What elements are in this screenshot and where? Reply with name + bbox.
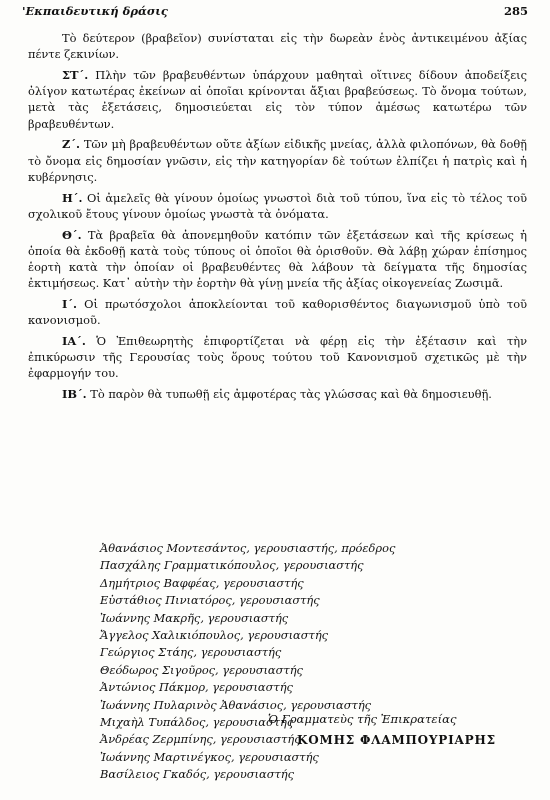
- signer-line: Βασίλειος Γκαδός, γερουσιαστής: [100, 767, 294, 782]
- signer-line: Ἄγγελος Χαλικιόπουλος, γερουσιαστής: [100, 628, 329, 643]
- article-paragraph: [28, 386, 527, 402]
- signer-line: Ἰωάννης Μακρῆς, γερουσιαστής: [100, 610, 289, 625]
- article-number: Ι΄.: [62, 297, 77, 312]
- regulation-articles: [28, 30, 527, 407]
- signer-line: Δημήτριος Βαφφέας, γερουσιαστής: [100, 575, 304, 590]
- article-number: Η΄.: [62, 190, 83, 205]
- article-paragraph: [28, 136, 527, 185]
- article-number: ΙΑ΄.: [62, 334, 86, 349]
- article-paragraph: [28, 67, 527, 132]
- article-text: Τῶν μὴ βραβευθέντων οὔτε ἀξίων εἰδικῆς μνείας, ἀλλὰ φιλοπόνων, θὰ δοθῇ τὸ ὄνομα εἰς δημοσίαν γνῶσιν, εἰς τὴν κατηγορίαν δὲ τούτων ἐλπίζει ἡ πατρὶς καὶ ἡ κυβέρνησις.: [28, 137, 528, 184]
- article-text: Πλὴν τῶν βραβευθέντων ὑπάρχουν μαθηταὶ οἵτινες δίδουν ἀποδείξεις ὀλίγον κατωτέρας ἐκείνων αἱ ὁποῖαι κρίνονται ἄξιαι βραβεύσεως. Τὸ ὄνομα τούτων, μετὰ τὰς ἐξετάσεις, δημοσιεύεται εἰς τὸν τύπον ἀμέσως κατωτέρω τῶν βραβευθέντων.: [28, 68, 527, 131]
- signer-line: Μιχαὴλ Τυπάλδος, γερουσιαστής: [100, 715, 294, 730]
- article-number: Θ΄.: [62, 227, 82, 242]
- article-paragraph: [28, 227, 527, 292]
- signer-line: Πασχάλης Γραμματικόπουλος, γερουσιαστής: [100, 558, 364, 573]
- article-number: ΣΤ΄.: [62, 68, 89, 82]
- signer-line: Ἀθανάσιος Μοντεσάντος, γερουσιαστής, πρόεδρος: [100, 541, 396, 555]
- running-title: 'Εκπαιδευτική δράσις: [22, 4, 168, 18]
- running-head: [22, 4, 528, 20]
- page-number: 285: [503, 4, 528, 18]
- article-text: Οἱ πρωτόσχολοι ἀποκλείονται τοῦ καθορισθέντος διαγωνισμοῦ ὑπὸ τοῦ κανονισμοῦ.: [28, 297, 527, 328]
- article-text: Οἱ ἀμελεῖς θὰ γίνουν ὁμοίως γνωστοὶ διὰ τοῦ τύπου, ἵνα εἰς τὸ τέλος τοῦ σχολικοῦ ἔτους γίνουν ὁμοίως γνωστὰ τὰ ὀνόματα.: [28, 190, 527, 221]
- signer-line: Ἰωάννης Πυλαρινὸς Ἀθανάσιος, γερουσιαστής: [100, 697, 372, 712]
- signer-line: Ἀνδρέας Ζερμπίνης, γερουσιαστής: [100, 732, 301, 747]
- article-number: Ζ΄.: [62, 137, 80, 152]
- signer-line: Θεόδωρος Σιγοῦρος, γερουσιαστής: [100, 662, 303, 677]
- signer-line: Ἀντώνιος Πάκμορ, γερουσιαστής: [100, 680, 293, 695]
- article-paragraph: [28, 190, 527, 222]
- article-text: Τὸ δεύτερον (βραβεῖον) συνίσταται εἰς τὴν δωρεὰν ἑνὸς ἀντικειμένου ἀξίας πέντε ζεκινίων.: [28, 31, 527, 62]
- signer-line: Γεώργιος Στάης, γερουσιαστής: [100, 645, 282, 660]
- article-paragraph: [28, 30, 527, 62]
- article-text: Τὰ βραβεῖα θὰ ἀπονεμηθοῦν κατόπιν τῶν ἐξετάσεων καὶ τῆς κρίσεως ἡ ὁποία θὰ ἐκδοθῇ κατὰ τοὺς τύπους οἱ ὁποῖοι θὰ ὁρισθοῦν. Θὰ λάβῃ χώραν ἐπίσημος ἑορτὴ κατὰ τὴν ὁποίαν οἱ βραβευθέντες θὰ λάβουν τὰ δείγματα τῆς δημοσίας ἐκτιμήσεως. Κατ᾽ αὐτὴν τὴν ἑορτὴν θὰ γίνῃ μνεία τῆς ἀξίας οἰκογενείας Ζωσιμᾶ.: [28, 227, 527, 291]
- signer-line: Ἰωάννης Μαρτινέγκος, γερουσιαστής: [100, 749, 319, 764]
- signer-line: Εὐστάθιος Πινιατόρος, γερουσιαστής: [100, 593, 320, 608]
- secretary-title: Ὁ Γραμματεὺς τῆς Ἐπικρατείας: [268, 712, 457, 726]
- article-paragraph: [28, 296, 527, 328]
- article-paragraph: [28, 333, 527, 382]
- signers-list: [100, 540, 395, 784]
- article-text: Ὁ Ἐπιθεωρητὴς ἐπιφορτίζεται νὰ φέρῃ εἰς τὴν ἐξέτασιν καὶ τὴν ἐπικύρωσιν τῆς Γερουσίας τοὺς ὅρους τούτου τοῦ Κανονισμοῦ σχετικῶς μὲ τὴν ἐφαρμογήν του.: [28, 334, 527, 381]
- secretary-name: ΚΟΜΗΣ ΦΛΑΜΠΟΥΡΙΑΡΗΣ: [297, 733, 496, 747]
- article-number: ΙΒ΄.: [62, 387, 87, 402]
- article-text: Τὸ παρὸν θὰ τυπωθῇ εἰς ἀμφοτέρας τὰς γλώσσας καὶ θὰ δημοσιευθῇ.: [90, 387, 492, 402]
